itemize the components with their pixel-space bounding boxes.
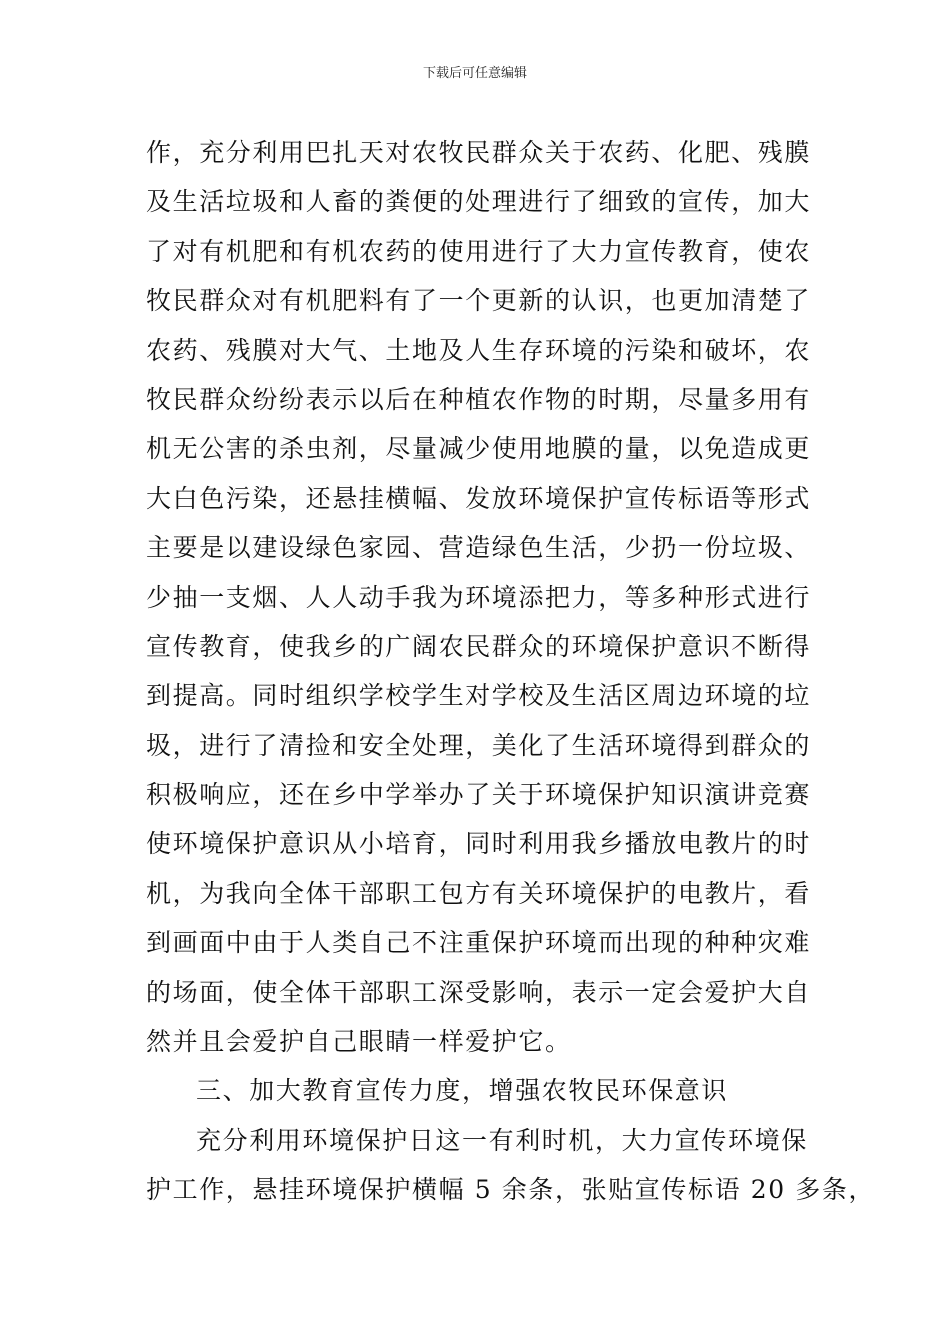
paragraph-line: 护工作，悬挂环境保护横幅 5 余条，张贴宣传标语 20 多条， (146, 1175, 876, 1205)
section-heading: 三、加大教育宣传力度，增强农牧民环保意识 (196, 1076, 729, 1106)
text-line: 了对有机肥和有机农药的使用进行了大力宣传教育，使农 (146, 236, 812, 266)
text-line: 使环境保护意识从小培育，同时利用我乡播放电教片的时 (146, 829, 812, 859)
text-line: 牧民群众对有机肥料有了一个更新的认识，也更加清楚了 (146, 286, 812, 316)
text-line: 到画面中由于人类自己不注重保护环境而出现的种种灾难 (146, 928, 812, 958)
text-line: 圾，进行了清捡和安全处理，美化了生活环境得到群众的 (146, 730, 812, 760)
text-line: 作，充分利用巴扎天对农牧民群众关于农药、化肥、残膜 (146, 138, 812, 167)
text-line: 到提高。同时组织学校学生对学校及生活区周边环境的垃 (146, 681, 812, 711)
text-line: 宣传教育，使我乡的广阔农民群众的环境保护意识不断得 (146, 631, 812, 661)
text-line: 农药、残膜对大气、土地及人生存环境的污染和破坏，农 (146, 335, 812, 365)
text-line: 机无公害的杀虫剂，尽量减少使用地膜的量，以免造成更 (146, 434, 812, 464)
paragraph-line: 充分利用环境保护日这一有利时机，大力宣传环境保 (196, 1125, 808, 1155)
text-line: 机，为我向全体干部职工包方有关环境保护的电教片，看 (146, 878, 812, 908)
text-line: 积极响应，还在乡中学举办了关于环境保护知识演讲竞赛 (146, 780, 812, 810)
text-line: 及生活垃圾和人畜的粪便的处理进行了细致的宣传，加大 (146, 187, 812, 217)
text-line: 主要是以建设绿色家园、营造绿色生活，少扔一份垃圾、 (146, 533, 812, 563)
text-line: 然并且会爱护自己眼睛一样爱护它。 (146, 1027, 572, 1057)
text-line: 大白色污染，还悬挂横幅、发放环境保护宣传标语等形式 (146, 483, 812, 513)
page-header-note: 下载后可任意编辑 (422, 66, 527, 81)
text-line: 的场面，使全体干部职工深受影响，表示一定会爱护大自 (146, 977, 812, 1007)
text-line: 少抽一支烟、人人动手我为环境添把力，等多种形式进行 (146, 582, 812, 612)
document-body (146, 128, 876, 1215)
text-line: 牧民群众纷纷表示以后在种植农作物的时期，尽量多用有 (146, 384, 812, 414)
